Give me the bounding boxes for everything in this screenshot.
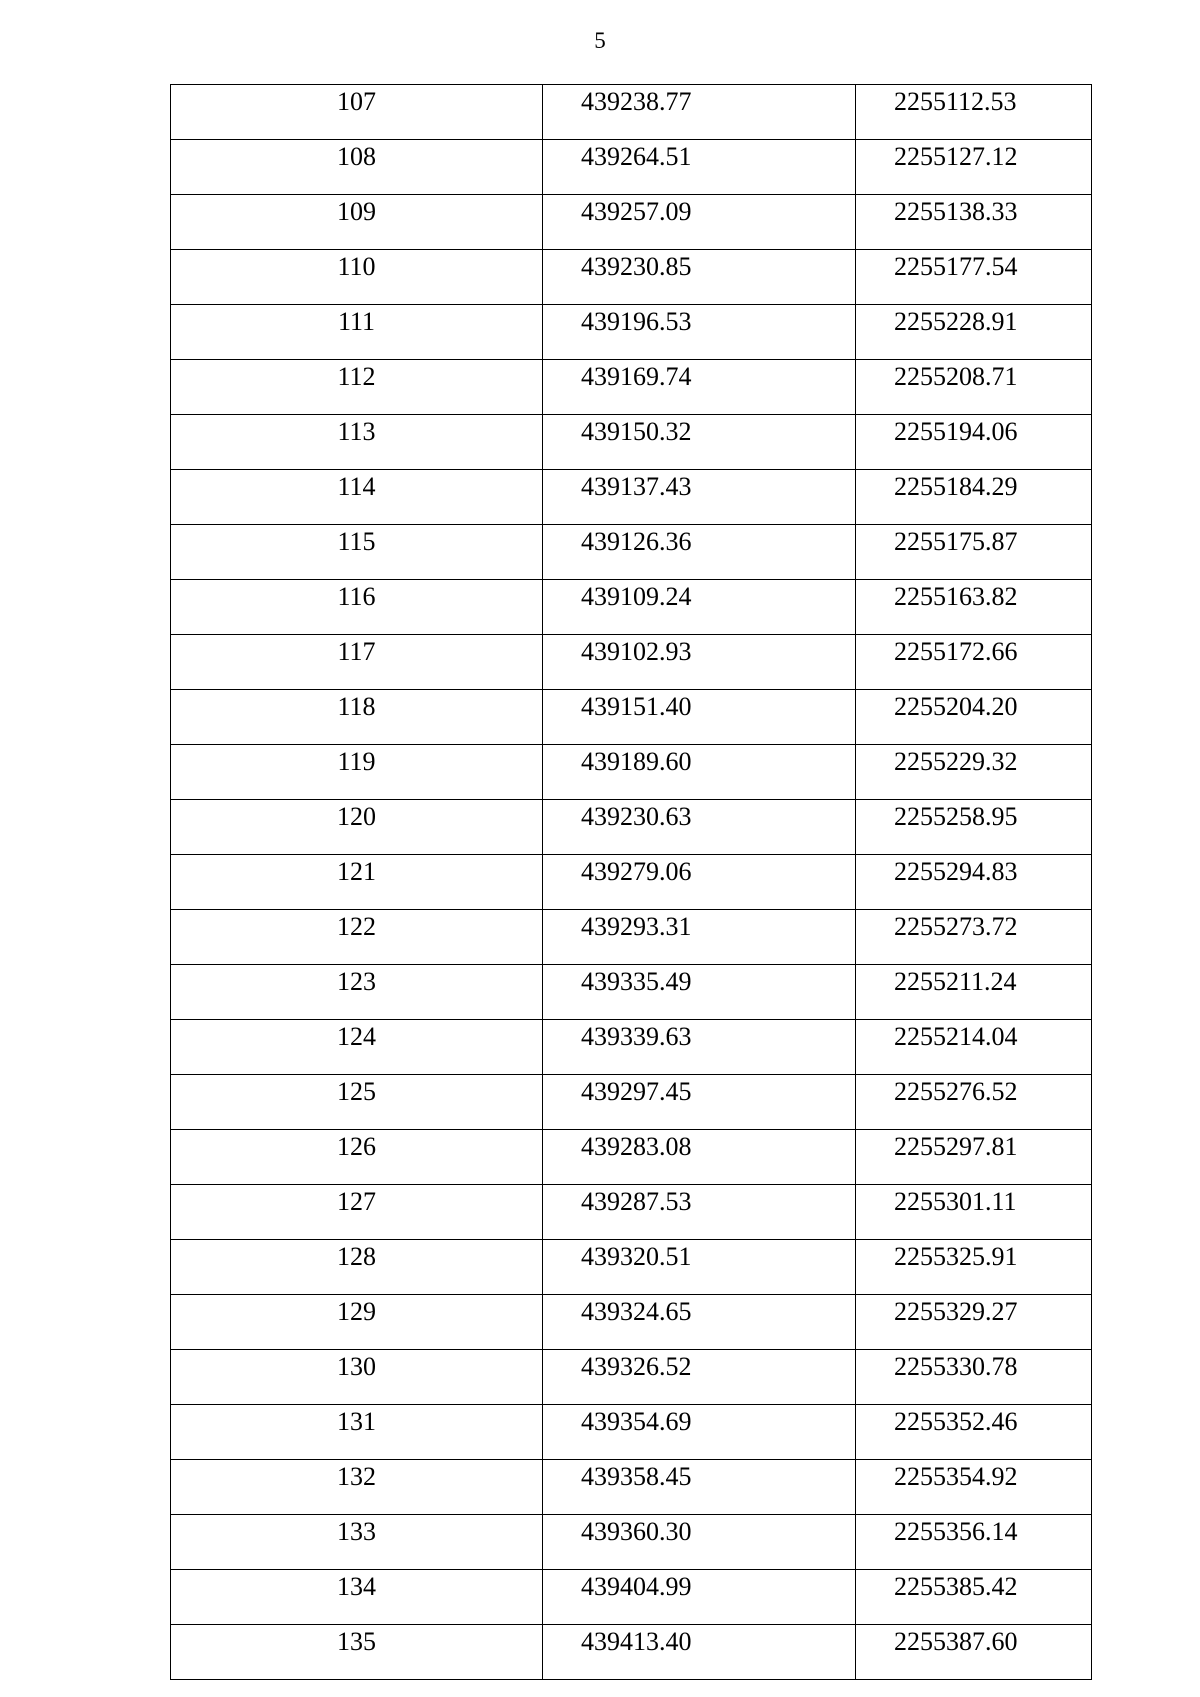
point-number-cell: 112 [171,360,543,415]
x-coordinate-cell: 439151.40 [543,690,856,745]
point-number-cell: 125 [171,1075,543,1130]
x-coordinate-cell: 439326.52 [543,1350,856,1405]
y-coordinate-cell: 2255204.20 [856,690,1092,745]
table-row [171,690,1092,745]
table-row [171,1350,1092,1405]
x-coordinate-cell: 439230.63 [543,800,856,855]
point-number-cell: 133 [171,1515,543,1570]
point-number-cell: 128 [171,1240,543,1295]
x-coordinate-cell: 439257.09 [543,195,856,250]
x-coordinate-cell: 439189.60 [543,745,856,800]
y-coordinate-cell: 2255387.60 [856,1625,1092,1680]
table-row [171,1075,1092,1130]
y-coordinate-cell: 2255229.32 [856,745,1092,800]
point-number-cell: 107 [171,85,543,140]
x-coordinate-cell: 439404.99 [543,1570,856,1625]
x-coordinate-cell: 439354.69 [543,1405,856,1460]
table-row [171,1625,1092,1680]
point-number-cell: 113 [171,415,543,470]
x-coordinate-cell: 439413.40 [543,1625,856,1680]
y-coordinate-cell: 2255273.72 [856,910,1092,965]
x-coordinate-cell: 439230.85 [543,250,856,305]
point-number-cell: 119 [171,745,543,800]
table-row [171,965,1092,1020]
page-number: 5 [594,28,606,53]
point-number-cell: 114 [171,470,543,525]
point-number-cell: 129 [171,1295,543,1350]
y-coordinate-cell: 2255208.71 [856,360,1092,415]
coordinates-table-body [171,85,1092,1680]
table-row [171,250,1092,305]
x-coordinate-cell: 439297.45 [543,1075,856,1130]
point-number-cell: 123 [171,965,543,1020]
table-row [171,195,1092,250]
x-coordinate-cell: 439196.53 [543,305,856,360]
table-row [171,415,1092,470]
table-row [171,1020,1092,1075]
coordinates-table [170,84,1092,1680]
point-number-cell: 127 [171,1185,543,1240]
y-coordinate-cell: 2255138.33 [856,195,1092,250]
point-number-cell: 108 [171,140,543,195]
x-coordinate-cell: 439335.49 [543,965,856,1020]
x-coordinate-cell: 439150.32 [543,415,856,470]
point-number-cell: 118 [171,690,543,745]
y-coordinate-cell: 2255172.66 [856,635,1092,690]
point-number-cell: 117 [171,635,543,690]
table-row [171,1405,1092,1460]
y-coordinate-cell: 2255211.24 [856,965,1092,1020]
y-coordinate-cell: 2255127.12 [856,140,1092,195]
y-coordinate-cell: 2255330.78 [856,1350,1092,1405]
x-coordinate-cell: 439320.51 [543,1240,856,1295]
table-row [171,1295,1092,1350]
point-number-cell: 116 [171,580,543,635]
point-number-cell: 120 [171,800,543,855]
y-coordinate-cell: 2255356.14 [856,1515,1092,1570]
y-coordinate-cell: 2255352.46 [856,1405,1092,1460]
y-coordinate-cell: 2255385.42 [856,1570,1092,1625]
point-number-cell: 135 [171,1625,543,1680]
x-coordinate-cell: 439358.45 [543,1460,856,1515]
y-coordinate-cell: 2255177.54 [856,250,1092,305]
table-row [171,855,1092,910]
table-row [171,525,1092,580]
y-coordinate-cell: 2255112.53 [856,85,1092,140]
y-coordinate-cell: 2255163.82 [856,580,1092,635]
y-coordinate-cell: 2255214.04 [856,1020,1092,1075]
table-row [171,1515,1092,1570]
table-row [171,1240,1092,1295]
y-coordinate-cell: 2255301.11 [856,1185,1092,1240]
y-coordinate-cell: 2255276.52 [856,1075,1092,1130]
table-row [171,140,1092,195]
x-coordinate-cell: 439339.63 [543,1020,856,1075]
point-number-cell: 132 [171,1460,543,1515]
y-coordinate-cell: 2255294.83 [856,855,1092,910]
table-row [171,635,1092,690]
x-coordinate-cell: 439287.53 [543,1185,856,1240]
x-coordinate-cell: 439279.06 [543,855,856,910]
x-coordinate-cell: 439360.30 [543,1515,856,1570]
x-coordinate-cell: 439283.08 [543,1130,856,1185]
y-coordinate-cell: 2255228.91 [856,305,1092,360]
x-coordinate-cell: 439264.51 [543,140,856,195]
point-number-cell: 124 [171,1020,543,1075]
x-coordinate-cell: 439109.24 [543,580,856,635]
y-coordinate-cell: 2255258.95 [856,800,1092,855]
y-coordinate-cell: 2255325.91 [856,1240,1092,1295]
y-coordinate-cell: 2255297.81 [856,1130,1092,1185]
point-number-cell: 109 [171,195,543,250]
point-number-cell: 131 [171,1405,543,1460]
point-number-cell: 130 [171,1350,543,1405]
table-row [171,85,1092,140]
table-row [171,745,1092,800]
x-coordinate-cell: 439324.65 [543,1295,856,1350]
y-coordinate-cell: 2255194.06 [856,415,1092,470]
point-number-cell: 122 [171,910,543,965]
point-number-cell: 110 [171,250,543,305]
x-coordinate-cell: 439137.43 [543,470,856,525]
point-number-cell: 126 [171,1130,543,1185]
table-row [171,1185,1092,1240]
point-number-cell: 115 [171,525,543,580]
x-coordinate-cell: 439238.77 [543,85,856,140]
y-coordinate-cell: 2255329.27 [856,1295,1092,1350]
point-number-cell: 134 [171,1570,543,1625]
x-coordinate-cell: 439293.31 [543,910,856,965]
y-coordinate-cell: 2255175.87 [856,525,1092,580]
table-row [171,305,1092,360]
y-coordinate-cell: 2255354.92 [856,1460,1092,1515]
point-number-cell: 121 [171,855,543,910]
x-coordinate-cell: 439102.93 [543,635,856,690]
table-row [171,580,1092,635]
table-row [171,470,1092,525]
table-row [171,1460,1092,1515]
table-row [171,1130,1092,1185]
table-row [171,800,1092,855]
y-coordinate-cell: 2255184.29 [856,470,1092,525]
x-coordinate-cell: 439126.36 [543,525,856,580]
point-number-cell: 111 [171,305,543,360]
table-row [171,1570,1092,1625]
table-row [171,360,1092,415]
table-row [171,910,1092,965]
x-coordinate-cell: 439169.74 [543,360,856,415]
